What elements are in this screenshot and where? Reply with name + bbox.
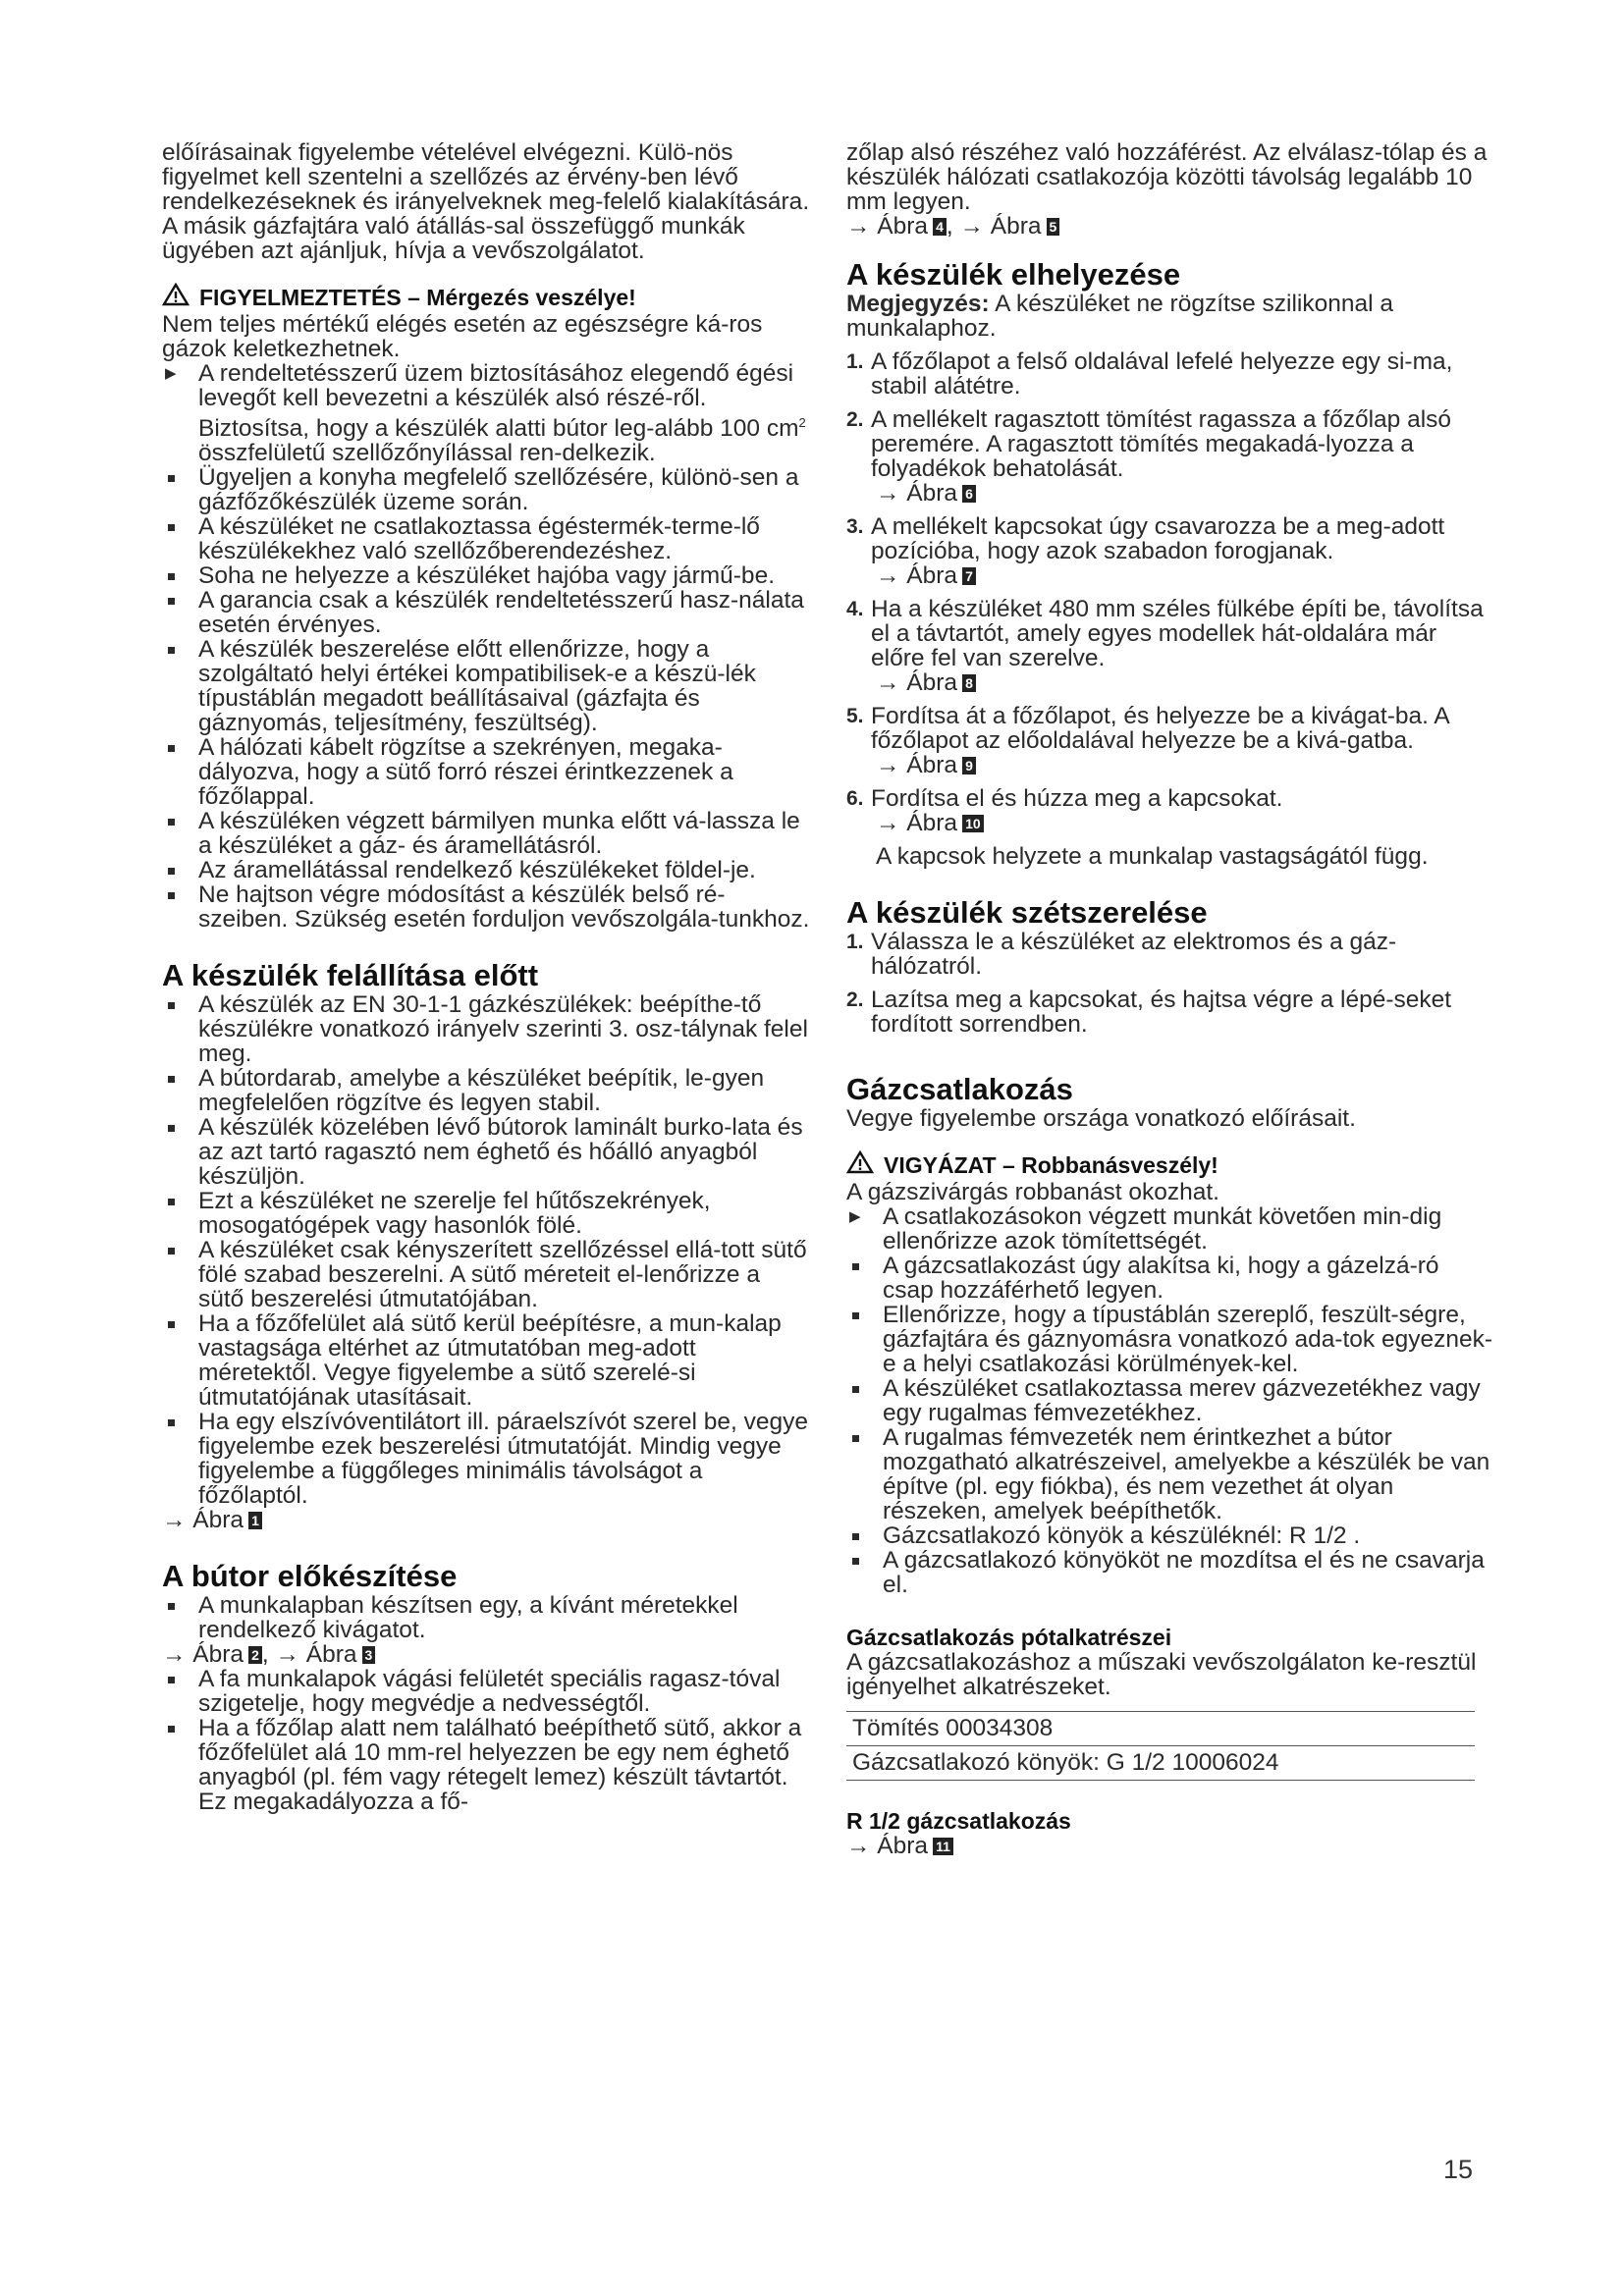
- figure-ref: [871, 670, 1494, 695]
- list-item-text: A munkalapban készítsen egy, a kívánt méretekkel rendelkező kivágatot.: [198, 1592, 738, 1644]
- figure-ref-1: [162, 1508, 810, 1532]
- square-bullet-icon: [168, 1419, 175, 1426]
- square-bullet-icon: [168, 1603, 175, 1610]
- square-bullet-icon: [852, 1558, 859, 1565]
- figure-ref-text: → Ábra: [162, 1641, 244, 1669]
- section-title-furniture: A bútor előkészítése: [162, 1559, 458, 1594]
- step-number: 3.: [846, 515, 864, 538]
- step-text: A mellékelt ragasztott tömítést ragassza a főzőlap alsó peremére. A ragasztott tömítés megakadá-lyozza a folyadékok behatolását.: [871, 406, 1452, 482]
- list-item: [846, 1303, 1494, 1376]
- disassembly-steps: [846, 930, 1494, 1037]
- square-bullet-icon: [168, 1125, 175, 1132]
- figure-ref-text: , → Ábra: [946, 213, 1042, 240]
- list-item-text: A készülék az EN 30-1-1 gázkészülékek: beépíthe-tő készülékre vonatkozó irányelv szerinti 3. osz-tálynak felel meg.: [198, 991, 808, 1068]
- list-item-text: A hálózati kábelt rögzítse a szekrényen, megaka-dályozva, hogy a sütő forró részei érintkezzenek a főzőlappal.: [198, 734, 733, 811]
- warning-title: FIGYELMEZTETÉS – Mérgezés veszélye!: [199, 284, 636, 310]
- list-item-text: A készüléket csatlakoztassa merev gázvezetékhez vagy egy rugalmas fémvezetékhez.: [883, 1375, 1481, 1426]
- list-item: [162, 1667, 810, 1716]
- warning-arrow-item: [162, 361, 810, 465]
- figure-ref-text: → Ábra: [876, 669, 958, 696]
- numbered-step: [846, 407, 1494, 506]
- numbered-step: [846, 930, 1494, 979]
- note-paragraph: [846, 292, 1494, 341]
- setup-bullet-list: [162, 992, 810, 1508]
- figure-ref-text: , → Ábra: [261, 1641, 357, 1669]
- square-bullet-icon: [852, 1386, 859, 1393]
- numbered-step: [846, 988, 1494, 1037]
- warning-arrow-text: A rendeltetésszerű üzem biztosításához elegendő égési levegőt kell bevezetni a készülék alsó részé-ről. Biztosítsa, hogy a készülék alatti bútor leg-alább 100 cm: [198, 360, 799, 443]
- list-item: [162, 1716, 810, 1814]
- numbered-step: [846, 349, 1494, 399]
- list-item-text: A készülék közelében lévő bútorok laminált burko-lata és az azt tartó ragasztó nem éghető és hőálló anyagból készüljön.: [198, 1114, 803, 1191]
- step-number: 5.: [846, 705, 864, 727]
- step-number: 2.: [846, 988, 864, 1011]
- list-item-text: A készülék beszerelése előtt ellenőrizze, hogy a szolgáltató helyi értékei kompatibilisek-e a készü-lék típustáblán megadott beállításaival (gázfajta és gáznyomás, teljesítmény, feszültség).: [198, 636, 756, 737]
- section-title-disassembly: A készülék szétszerelése: [846, 895, 1208, 930]
- square-bullet-icon: [852, 1533, 859, 1540]
- section-title-spare-parts: Gázcsatlakozás pótalkatrészei: [846, 1625, 1172, 1650]
- square-bullet-icon: [168, 1321, 175, 1328]
- list-item: [162, 735, 810, 809]
- list-item: [162, 637, 810, 735]
- figure-number-box: 1: [248, 1512, 262, 1529]
- step-text: Fordítsa át a főzőlapot, és helyezze be a kivágat-ba. A főzőlapot az előoldalával helyezze be a kivá-gatba.: [871, 703, 1449, 754]
- figure-ref-2-3: [162, 1642, 810, 1667]
- figure-ref-11: [846, 1834, 1494, 1858]
- step-text: A mellékelt kapcsokat úgy csavarozza be a meg-adott pozícióba, hogy azok szabadon forogjanak.: [871, 513, 1445, 564]
- list-item: [162, 588, 810, 637]
- list-item-text: Soha ne helyezze a készüléket hajóba vagy jármű-be.: [198, 562, 775, 590]
- figure-number-box: 3: [362, 1646, 376, 1664]
- step-number: 6.: [846, 787, 864, 810]
- list-item-text: A gázcsatlakozást úgy alakítsa ki, hogy a gázelzá-ró csap hozzáférhető legyen.: [883, 1253, 1439, 1304]
- figure-number-box: 9: [962, 757, 976, 774]
- list-item-text: A rugalmas fémvezeték nem érintkezhet a bútor mozgatható alkatrészeivel, amelyekbe a készülék be van építve (pl. egy fiókba), és nem vezethet át olyan részeken, amelyek beépíthetők.: [883, 1424, 1490, 1524]
- figure-number-box: 8: [962, 674, 976, 692]
- step-text: Válassza le a készüléket az elektromos és a gáz-hálózatról.: [871, 929, 1397, 980]
- list-item-text: A fa munkalapok vágási felületét speciális ragasz-tóval szigetelje, hogy megvédje a nedvességtől.: [198, 1666, 781, 1718]
- list-item: [162, 1066, 810, 1115]
- spare-parts-table: [846, 1711, 1475, 1781]
- list-item: [162, 992, 810, 1066]
- section-title-placement: A készülék elhelyezése: [846, 257, 1181, 292]
- square-bullet-icon: [852, 1263, 859, 1270]
- numbered-step: [846, 786, 1494, 835]
- list-item-text: Ezt a készüléket ne szerelje fel hűtőszekrények, mosogatógépek vagy hasonlók fölé.: [198, 1188, 711, 1240]
- table-row: [846, 1712, 1475, 1746]
- list-item-text: Ha a főzőlap alatt nem található beépíthető sütő, akkor a főzőfelület alá 10 mm-rel helyezzen be egy nem éghető anyagból (pl. fém vagy rétegelt lemez) készült távtartót. Ez megakadályozza a fő-: [198, 1715, 802, 1816]
- list-item-text: A gázcsatlakozó könyököt ne mozdítsa el és ne csavarja el.: [883, 1547, 1485, 1598]
- triangle-bullet-icon: ▶: [165, 365, 177, 382]
- warning-triangle-icon: [162, 283, 189, 312]
- figure-number-box: 4: [933, 218, 947, 236]
- list-item-text: Ellenőrizze, hogy a típustáblán szereplő, feszült-ségre, gázfajtára és gáznyomásra vonatkozó ada-tok egyeznek-e a helyi csatlakozási körülmények-kel.: [883, 1302, 1493, 1377]
- warning-triangle-icon: [846, 1150, 874, 1180]
- step-text: Lazítsa meg a kapcsokat, és hajtsa végre a lépé-seket fordított sorrendben.: [871, 987, 1452, 1038]
- figure-ref: [871, 481, 1494, 506]
- list-item: [162, 1311, 810, 1410]
- triangle-bullet-icon: ▶: [849, 1208, 861, 1225]
- caution-arrow-text: A csatlakozásokon végzett munkát követően min-dig ellenőrizze azok tömítettségét.: [883, 1203, 1442, 1255]
- list-item: [162, 514, 810, 563]
- step-number: 1.: [846, 350, 864, 373]
- list-item: [162, 1115, 810, 1189]
- figure-number-box: 2: [248, 1646, 262, 1664]
- list-item: [162, 465, 810, 514]
- list-item-text: Gázcsatlakozó könyök a készüléknél: R 1/2 .: [883, 1522, 1361, 1549]
- square-bullet-icon: [168, 1002, 175, 1009]
- list-item: [846, 1523, 1494, 1548]
- list-item-text: A garancia csak a készülék rendeltetésszerű hasz-nálata esetén érvényes.: [198, 587, 804, 639]
- table-cell: Tömítés 00034308: [846, 1712, 1475, 1746]
- note-label: Megjegyzés:: [846, 291, 990, 317]
- figure-number-box: 6: [962, 485, 976, 503]
- square-bullet-icon: [852, 1312, 859, 1319]
- caution-text: A gázszivárgás robbanást okozhat.: [846, 1179, 1219, 1205]
- numbered-step: [846, 514, 1494, 588]
- page-number: 15: [1443, 2155, 1474, 2184]
- list-item: [162, 1189, 810, 1238]
- list-item-text: A készüléken végzett bármilyen munka előtt vá-lassza le a készüléket a gáz- és áramellátásról.: [198, 808, 800, 860]
- caution-heading: [846, 1150, 1494, 1180]
- table-cell: Gázcsatlakozó könyök: G 1/2 10006024: [846, 1746, 1475, 1781]
- square-bullet-icon: [168, 1076, 175, 1083]
- step6-note: A kapcsok helyzete a munkalap vastagságától függ.: [876, 843, 1429, 870]
- superscript: 2: [798, 415, 806, 430]
- step-number: 1.: [846, 931, 864, 953]
- list-item-text: A készüléket ne csatlakoztassa égéstermék-terme-lő készülékekhez való szellőzőberendezéshez.: [198, 513, 760, 565]
- square-bullet-icon: [168, 868, 175, 875]
- square-bullet-icon: [168, 1726, 175, 1733]
- figure-ref-text: → Ábra: [846, 213, 929, 240]
- numbered-step: [846, 597, 1494, 695]
- list-item: [846, 1254, 1494, 1303]
- figure-number-box: 10: [962, 815, 984, 832]
- step-number: 4.: [846, 598, 864, 620]
- warning-arrow-end: összfelületű szellőzőnyílással ren-delkezik.: [198, 440, 656, 467]
- figure-ref-text: → Ábra: [876, 752, 958, 778]
- figure-number-box: 5: [1047, 218, 1060, 236]
- furniture-bullet-list: [162, 1667, 810, 1814]
- square-bullet-icon: [168, 892, 175, 899]
- square-bullet-icon: [168, 1248, 175, 1255]
- figure-ref-4-5: [846, 214, 1494, 239]
- figure-ref: [871, 753, 1494, 777]
- list-item: [162, 809, 810, 858]
- list-item-text: Ügyeljen a konyha megfelelő szellőzésére, különö-sen a gázfőzőkészülék üzeme során.: [198, 464, 799, 516]
- figure-ref-text: → Ábra: [846, 1833, 929, 1859]
- square-bullet-icon: [168, 1677, 175, 1683]
- gas-intro: Vegye figyelembe országa vonatkozó előírásait.: [846, 1105, 1356, 1132]
- caution-arrow-item: [846, 1204, 1494, 1254]
- figure-number-box: 11: [933, 1838, 953, 1855]
- list-item-text: Az áramellátással rendelkező készülékeket földel-je.: [198, 857, 756, 884]
- list-item-text: Ha egy elszívóventilátort ill. páraelszívót szerel be, vegye figyelembe ezek beszerelési útmutatóját. Mindig vegye figyelembe a függőleges minimális távolságot a főzőlaptól.: [198, 1409, 808, 1510]
- left-column: [162, 140, 810, 1814]
- list-item-text: A bútordarab, amelybe a készüléket beépítik, le-gyen megfelelően rögzítve és legyen stabil.: [198, 1065, 765, 1117]
- square-bullet-icon: [168, 1199, 175, 1205]
- square-bullet-icon: [168, 745, 175, 752]
- step-text: Fordítsa el és húzza meg a kapcsokat.: [871, 785, 1283, 812]
- square-bullet-icon: [168, 598, 175, 605]
- section-title-setup: A készülék felállítása előtt: [162, 958, 539, 993]
- caution-title: VIGYÁZAT – Robbanásveszély!: [884, 1151, 1218, 1178]
- table-row: [846, 1746, 1475, 1781]
- list-item-text: Ha a főzőfelület alá sütő kerül beépítésre, a mun-kalap vastagsága eltérhet az útmutatóban meg-adott méretektől. Vegye figyelembe a sütő szerelé-si útmutatójának utasításait.: [198, 1310, 782, 1412]
- figure-ref: [871, 811, 1494, 835]
- right-column: [846, 140, 1494, 1858]
- square-bullet-icon: [168, 819, 175, 826]
- figure-ref-text: → Ábra: [162, 1507, 244, 1534]
- spare-parts-text: A gázcsatlakozáshoz a műszaki vevőszolgálaton ke-resztül igényelhet alkatrészeket.: [846, 1649, 1477, 1700]
- list-item: [162, 563, 810, 588]
- numbered-step: [846, 704, 1494, 777]
- section-title-gas-connection: Gázcsatlakozás: [846, 1072, 1073, 1106]
- step-number: 2.: [846, 408, 864, 431]
- section-title-r12: R 1/2 gázcsatlakozás: [846, 1808, 1071, 1834]
- list-item: [162, 1593, 810, 1642]
- step-text: Ha a készüléket 480 mm széles fülkébe építi be, távolítsa el a távtartót, amely egyes modellek hát-oldalára már előre fel van szerelve.: [871, 596, 1484, 671]
- square-bullet-icon: [852, 1435, 859, 1442]
- list-item: [846, 1548, 1494, 1597]
- figure-ref-text: → Ábra: [876, 562, 958, 589]
- square-bullet-icon: [168, 573, 175, 580]
- list-item: [162, 858, 810, 882]
- continued-paragraph: zőlap alsó részéhez való hozzáférést. Az elválasz-tólap és a készülék hálózati csatlakozója közötti távolság legalább 10 mm legyen.: [846, 139, 1488, 215]
- gas-bullet-list: [846, 1254, 1494, 1597]
- list-item-text: A készüléket csak kényszerített szellőzéssel ellá-tott sütő fölé szabad beszerelni. A sütő méreteit el-lenőrizze a sütő beszerelési útmutatójában.: [198, 1237, 807, 1313]
- figure-number-box: 7: [962, 567, 976, 585]
- warning-text: Nem teljes mértékű elégés esetén az egészségre ká-ros gázok keletkezhetnek.: [162, 311, 763, 362]
- note-text: A készüléket ne rögzítse szilikonnal a munkalaphoz.: [846, 291, 1393, 342]
- figure-ref-text: → Ábra: [876, 480, 958, 507]
- square-bullet-icon: [168, 475, 175, 482]
- list-item: [846, 1376, 1494, 1425]
- intro-paragraph: előírásainak figyelembe vételével elvégezni. Külö-nös figyelmet kell szentelni a szellőzés az érvény-ben lévő rendelkezéseknek és irányelveknek meg-felelő kialakítására. A másik gázfajtára való átállás-sal összefüggő munkák ügyében azt ajánljuk, hívja a vevőszolgálatot.: [162, 139, 810, 264]
- figure-ref: [871, 563, 1494, 588]
- list-item: [162, 1410, 810, 1508]
- figure-ref-text: → Ábra: [876, 810, 958, 836]
- list-item: [846, 1425, 1494, 1523]
- square-bullet-icon: [168, 524, 175, 531]
- square-bullet-icon: [168, 647, 175, 654]
- step-text: A főzőlapot a felső oldalával lefelé helyezze egy si-ma, stabil alátétre.: [871, 348, 1453, 400]
- list-item: [162, 882, 810, 932]
- warning-heading: [162, 283, 810, 312]
- list-item: [162, 1238, 810, 1311]
- safety-bullet-list: [162, 465, 810, 932]
- list-item-text: Ne hajtson végre módosítást a készülék belső ré-szeiben. Szükség esetén forduljon vevőszolgála-tunkhoz.: [198, 881, 810, 934]
- placement-steps: [846, 349, 1494, 835]
